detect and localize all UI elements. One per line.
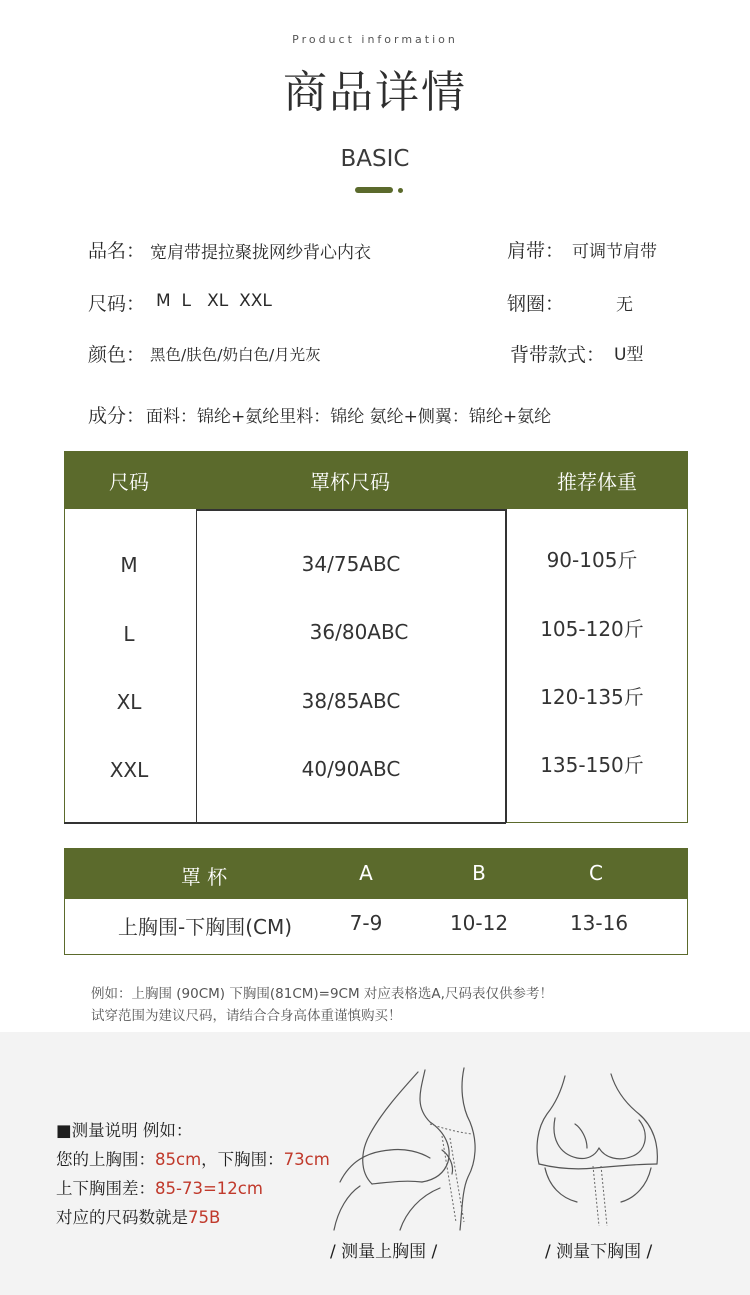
cup-border-bottom bbox=[64, 954, 688, 955]
cup-row-c: 13-16 bbox=[569, 911, 629, 935]
cup-border-right bbox=[687, 899, 688, 955]
lower-bust-illustration bbox=[525, 1068, 675, 1228]
table-header-line bbox=[197, 509, 506, 511]
row-weight: 120-135斤 bbox=[540, 685, 644, 709]
upper-bust-value: 85cm bbox=[155, 1150, 202, 1169]
cup-header-a: A bbox=[359, 861, 373, 885]
measure-line-2-prefix: 上下胸围差： bbox=[56, 1179, 155, 1198]
cup-border-left bbox=[64, 899, 65, 955]
row-size: XL bbox=[116, 690, 142, 714]
note-line-1: 例如：上胸围 (90CM) 下胸围(81CM)=9CM 对应表格选A,尺码表仅供参考！ bbox=[91, 986, 553, 1002]
row-size: M bbox=[120, 553, 138, 577]
cup-row-a: 7-9 bbox=[349, 911, 383, 935]
section-heading: BASIC bbox=[340, 146, 410, 172]
cup-header-c: C bbox=[589, 861, 603, 885]
cup-header-b: B bbox=[472, 861, 486, 885]
cup-row-b: 10-12 bbox=[449, 911, 509, 935]
size-table bbox=[64, 451, 688, 823]
measure-line-1-mid: ，下胸围： bbox=[201, 1150, 284, 1169]
wire-value: 无 bbox=[616, 295, 633, 315]
composition-label: 成分： bbox=[88, 405, 146, 427]
name-value: 宽肩带提拉聚拢网纱背心内衣 bbox=[150, 243, 371, 263]
table-border-bottom-right bbox=[506, 822, 688, 823]
cup-table bbox=[64, 848, 688, 955]
row-cup: 38/85ABC bbox=[301, 689, 401, 713]
header-cup-size: 罩杯尺码 bbox=[310, 469, 390, 494]
table-border-right bbox=[687, 509, 688, 823]
measure-line-2 bbox=[56, 1175, 263, 1199]
row-weight: 90-105斤 bbox=[546, 548, 638, 572]
page-subtitle: Product information bbox=[292, 33, 458, 46]
heading-dot bbox=[398, 188, 403, 193]
cup-header-label: 罩 杯 bbox=[180, 865, 228, 889]
header-weight: 推荐体重 bbox=[557, 469, 637, 494]
row-size: L bbox=[123, 622, 135, 646]
result-size-value: 75B bbox=[188, 1208, 221, 1227]
row-cup: 34/75ABC bbox=[301, 552, 401, 576]
upper-bust-illustration bbox=[330, 1062, 500, 1232]
color-label: 颜色： bbox=[88, 344, 146, 366]
back-label: 背带款式： bbox=[510, 344, 606, 366]
lower-bust-value: 73cm bbox=[283, 1150, 330, 1169]
composition-value: 面料：锦纶+氨纶里料：锦纶 氨纶+侧翼：锦纶+氨纶 bbox=[146, 407, 552, 427]
measure-heading: ■测量说明 例如： bbox=[56, 1121, 193, 1140]
table-border-bottom-left bbox=[64, 822, 506, 824]
measure-line-3-prefix: 对应的尺码数就是 bbox=[56, 1208, 188, 1227]
strap-value: 可调节肩带 bbox=[572, 242, 657, 262]
header-size: 尺码 bbox=[109, 469, 149, 494]
row-cup: 36/80ABC bbox=[309, 620, 409, 644]
back-value: U型 bbox=[614, 345, 644, 365]
bust-difference-value: 85-73=12cm bbox=[155, 1179, 263, 1198]
size-value: M L XL XXL bbox=[156, 291, 272, 311]
row-cup: 40/90ABC bbox=[301, 757, 401, 781]
strap-label: 肩带： bbox=[507, 240, 565, 262]
page-title: 商品详情 bbox=[283, 67, 467, 118]
measure-line-1 bbox=[56, 1146, 330, 1170]
cup-row-label: 上胸围-下胸围(CM) bbox=[118, 915, 293, 939]
row-weight: 105-120斤 bbox=[540, 617, 644, 641]
note-line-2: 试穿范围为建议尺码，请结合合身高体重谨慎购买！ bbox=[91, 1008, 402, 1024]
size-label: 尺码： bbox=[88, 293, 146, 315]
name-label: 品名： bbox=[88, 240, 146, 262]
caption-upper-bust: / 测量上胸围 / bbox=[330, 1242, 438, 1262]
row-size: XXL bbox=[109, 758, 149, 782]
row-weight: 135-150斤 bbox=[540, 753, 644, 777]
color-value: 黑色/肤色/奶白色/月光灰 bbox=[150, 346, 321, 364]
caption-lower-bust: / 测量下胸围 / bbox=[545, 1242, 653, 1262]
wire-label: 钢圈： bbox=[507, 293, 565, 315]
measure-line-3 bbox=[56, 1204, 220, 1228]
heading-underline bbox=[355, 187, 393, 193]
measure-line-1-prefix: 您的上胸围： bbox=[56, 1150, 155, 1169]
